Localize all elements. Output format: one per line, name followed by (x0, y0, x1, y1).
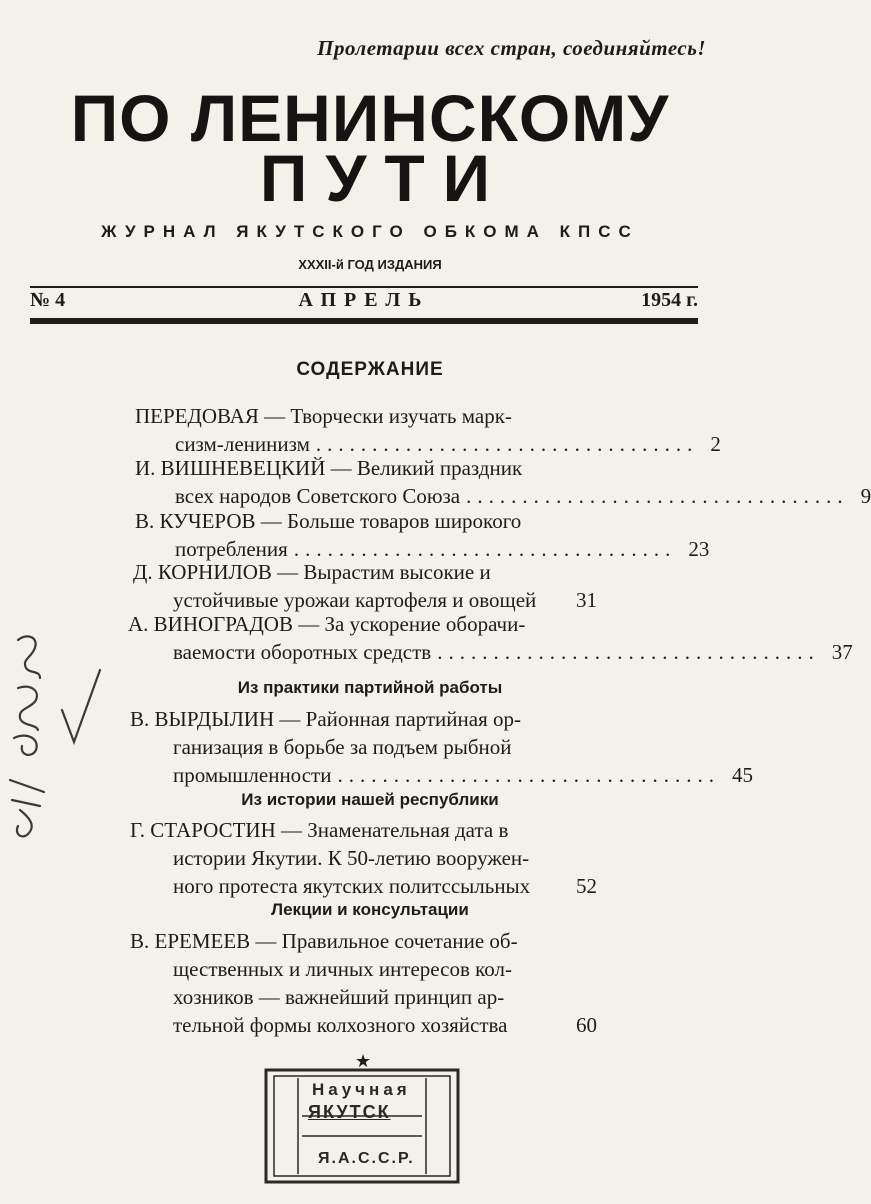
toc-entry-line: промышленности (173, 763, 332, 787)
section-heading: Из практики партийной работы (237, 678, 503, 697)
toc-entry-line: хозников — важнейший принцип ар- (173, 985, 505, 1009)
issue-row (30, 289, 698, 319)
toc-entry (130, 927, 597, 1039)
toc-entry-line: И. ВИШНЕВЕЦКИЙ — Великий праздник (135, 456, 523, 480)
toc-entry-lastline (130, 872, 597, 900)
toc-entry-lastline (130, 761, 753, 789)
toc-entry (128, 610, 853, 666)
toc-entry-line: А. ВИНОГРАДОВ — За ускорение оборачи- (128, 612, 526, 636)
divider-thick (30, 318, 698, 324)
leader-dots: .................................. (293, 537, 677, 561)
toc-entry-line: Д. КОРНИЛОВ — Вырастим высокие и (133, 560, 491, 584)
section-heading: Лекции и консультации (271, 900, 469, 919)
page-number: 37 (831, 640, 853, 664)
toc-entry-line: В. ЕРЕМЕЕВ — Правильное сочетание об- (130, 929, 518, 953)
issue-number: № 4 (30, 289, 66, 311)
page-number: 23 (688, 537, 710, 561)
leader-dots: .................................. (437, 640, 820, 664)
journal-subtitle: ЖУРНАЛ ЯКУТСКОГО ОБКОМА КПСС (101, 222, 639, 241)
toc-entry-lastline (130, 1011, 597, 1039)
leader-dots: .................................. (466, 484, 849, 508)
divider-thin (30, 286, 698, 288)
handwritten-margin-note (0, 630, 110, 860)
page-number: 9 (860, 484, 871, 508)
leader-dots: .................................. (315, 432, 699, 456)
toc-entry-lastline (135, 482, 871, 510)
toc-entry-line: В. ВЫРДЫЛИН — Районная партийная ор- (130, 707, 521, 731)
toc-entry-line: ганизация в борьбе за подъем рыбной (173, 735, 512, 759)
stamp-city-text: ЯКУТСК (308, 1102, 391, 1122)
toc-entry (130, 705, 753, 789)
journal-title-line1: ПО ЛЕНИНСКОМУ (70, 81, 670, 155)
year-of-publication: XXXII-й ГОД ИЗДАНИЯ (298, 257, 442, 272)
issue-year: 1954 г. (641, 289, 698, 311)
toc-entry-line: устойчивые урожаи картофеля и овощей (173, 588, 537, 612)
toc-entry-line: потребления (175, 537, 288, 561)
toc-entry-line: ного протеста якутских политссыльных (173, 874, 531, 898)
page-number: 45 (731, 763, 753, 787)
toc-entry (135, 507, 710, 563)
toc-entry-line: всех народов Советского Союза (175, 484, 461, 508)
toc-entry (133, 558, 597, 614)
toc-entry-line: тельной формы колхозного хозяйства (173, 1013, 508, 1037)
issue-month: АПРЕЛЬ (298, 289, 430, 311)
section-heading: Из истории нашей республики (241, 790, 499, 809)
toc-entry-line: ПЕРЕДОВАЯ — Творчески изучать марк- (135, 404, 512, 428)
page-number: 52 (576, 874, 597, 898)
stamp-top-text: Научная (312, 1080, 411, 1099)
toc-entry (130, 816, 597, 900)
toc-entry (135, 454, 871, 510)
page-number: 2 (710, 432, 721, 456)
toc-entry-line: ваемости оборотных средств (173, 640, 432, 664)
stamp-bottom-text: Я.А.С.С.Р. (318, 1150, 415, 1167)
toc-entry-line: щественных и личных интересов кол- (173, 957, 512, 981)
contents-title: СОДЕРЖАНИЕ (296, 359, 444, 380)
toc-entry-line: В. КУЧЕРОВ — Больше товаров широкого (135, 509, 522, 533)
toc-entry-lastline (128, 638, 853, 666)
journal-title-line2: ПУТИ (259, 141, 509, 215)
toc-entry-line: сизм-ленинизм (175, 432, 310, 456)
page-number: 60 (576, 1013, 597, 1037)
motto: Пролетарии всех стран, соединяйтесь! (317, 36, 706, 60)
star-icon: ★ (355, 1051, 372, 1071)
leader-dots: .................................. (337, 763, 720, 787)
toc-entry-line: Г. СТАРОСТИН — Знаменательная дата в (130, 818, 509, 842)
toc-entry-line: истории Якутии. К 50-летию вооружен- (173, 846, 530, 870)
toc-entry (135, 402, 721, 458)
page-number: 31 (576, 588, 597, 612)
